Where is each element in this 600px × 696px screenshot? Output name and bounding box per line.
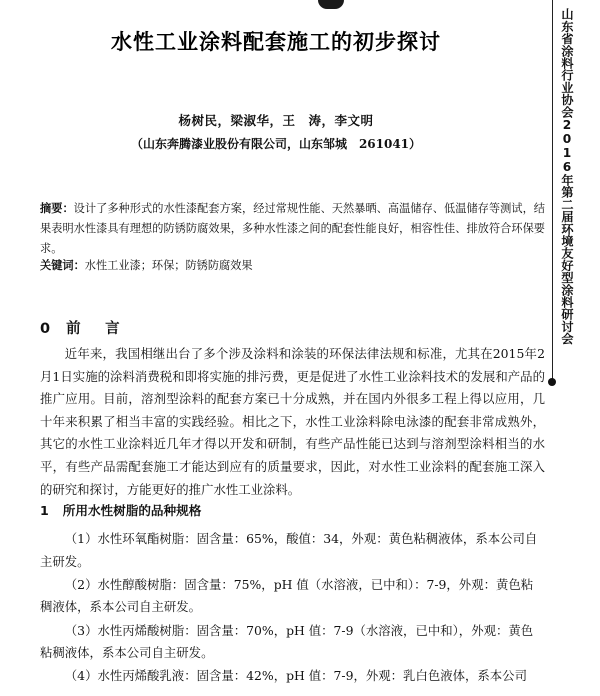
section-heading-1 xyxy=(40,500,201,519)
abstract-text: 设计了多种形式的水性漆配套方案，经过常规性能、天然暴晒、高温储存、低温储存等测试，结果表明水性漆具有理想的防锈防腐效果，多种水性漆之间的配套性能良好，相容性佳、排放符合环保要求。 xyxy=(40,202,545,255)
authors: 杨树民，梁淑华，王 涛，李文明 xyxy=(178,113,374,128)
resin-item: （2）水性醇酸树脂：固含量：75%，pH 值（水溶液，已中和）：7-9，外观：黄色粘稠液体，系本公司自主研发。 xyxy=(40,576,534,615)
abstract-label: 摘要： xyxy=(40,202,74,215)
keywords-text: 水性工业漆；环保；防锈防腐效果 xyxy=(84,259,253,272)
resin-item: （4）水性丙烯酸乳液：固含量：42%，pH 值：7-9，外观：乳白色液体，系本公司 xyxy=(64,668,527,684)
side-banner-text: 山东省涂料行业协会2016年第二届环境友好型涂料研讨会 xyxy=(560,8,574,345)
publisher-logo xyxy=(318,0,344,9)
abstract xyxy=(40,199,545,259)
resin-item: （3）水性丙烯酸树脂：固含量：70%，pH 值：7-9（水溶液，已中和），外观：黄色粘稠液体，系本公司自主研发。 xyxy=(40,622,534,661)
side-banner-dot xyxy=(548,378,556,386)
section-1-title: 所用水性树脂的品种规格 xyxy=(62,503,202,518)
affiliation: （山东奔腾漆业股份有限公司，山东邹城 261041） xyxy=(130,137,422,151)
keywords xyxy=(40,256,545,276)
paper-title: 水性工业涂料配套施工的初步探讨 xyxy=(111,30,441,54)
keywords-label: 关键词： xyxy=(40,259,85,272)
section-1-number: 1 xyxy=(40,503,49,518)
section-0-body xyxy=(40,343,545,501)
section-heading-0 xyxy=(40,317,125,338)
resin-list xyxy=(40,528,545,688)
section-0-number: 0 xyxy=(40,321,51,337)
paragraph: 近年来，我国相继出台了多个涉及涂料和涂装的环保法律法规和标准，尤其在2015年2月1日实施的涂料消费税和即将实施的排污费，更是促进了水性工业涂料技术的发展和产品的推广应用。目前，溶剂型涂料的配套方案已十分成熟，并在国内外很多工程上得以应用，几十年来积累了相当丰富的实践经验。相比之下，水性工业涂料除电泳漆的配套非常成熟外，其它的水性工业涂料近几年才得以开发和研制，有些产品性能已达到与溶剂型涂料相当的水平，有些产品需配套施工才能达到应有的质量要求，因此，对水性工业涂料的配套施工深入的研究和探讨，方能更好的推广水性工业涂料。 xyxy=(40,346,545,497)
section-0-title: 前 言 xyxy=(66,321,125,337)
resin-item: （1）水性环氧酯树脂：固含量：65%，酸值：34，外观：黄色粘稠液体，系本公司自主研发。 xyxy=(40,531,538,569)
